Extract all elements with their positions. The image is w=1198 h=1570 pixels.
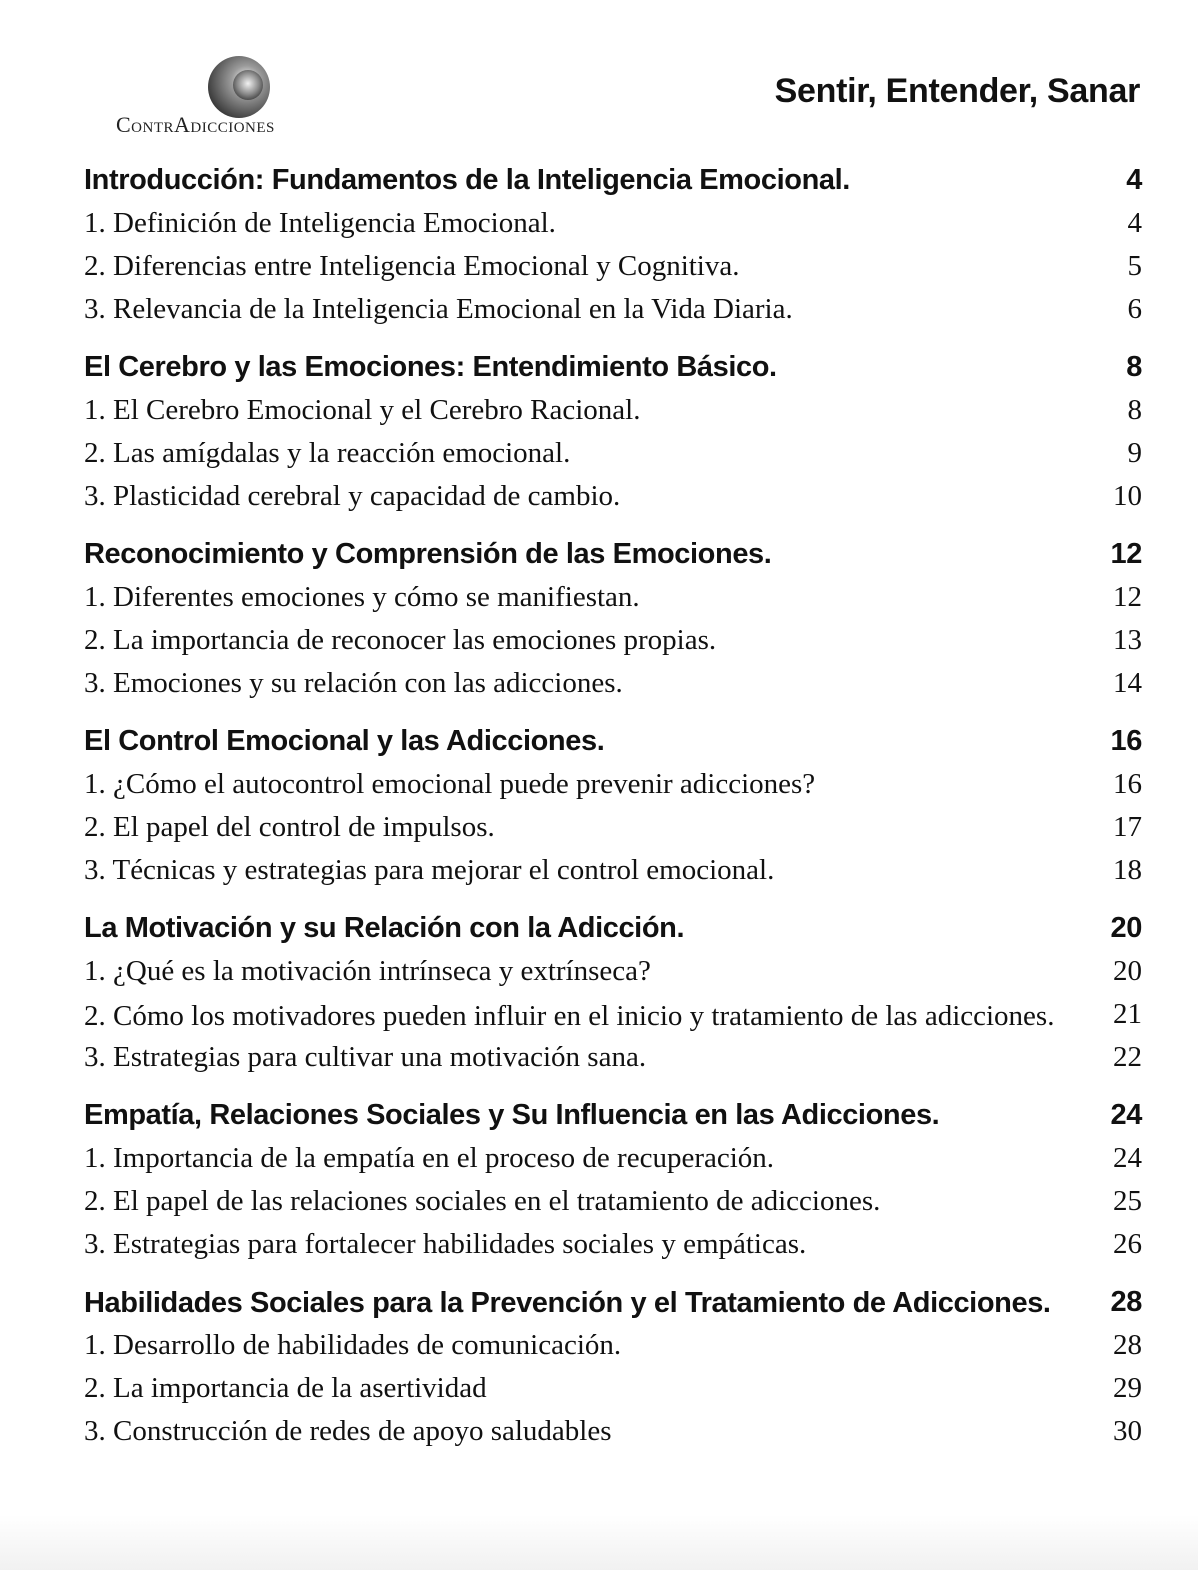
toc-section-heading[interactable] xyxy=(84,719,1142,763)
toc-entry-page: 28 xyxy=(1113,1329,1142,1361)
toc-entry-label: 1. ¿Qué es la motivación intrínseca y extrínseca? xyxy=(84,955,651,987)
toc-entry-page: 12 xyxy=(1113,581,1142,613)
toc-entry[interactable] xyxy=(84,1137,1142,1180)
toc-section-page: 8 xyxy=(1126,351,1142,383)
toc-entry-page: 21 xyxy=(1113,998,1142,1030)
toc-entry-label: 2. La importancia de reconocer las emociones propias. xyxy=(84,624,717,656)
toc-section-title: Introducción: Fundamentos de la Inteligencia Emocional. xyxy=(84,164,850,196)
toc-entry-page: 14 xyxy=(1113,667,1142,699)
toc-entry-label: 1. ¿Cómo el autocontrol emocional puede prevenir adicciones? xyxy=(84,768,816,800)
toc-entry-page: 30 xyxy=(1113,1415,1142,1447)
toc-entry[interactable] xyxy=(84,619,1142,662)
toc-entry-label: 3. Técnicas y estrategias para mejorar el control emocional. xyxy=(84,854,775,886)
toc-entry[interactable] xyxy=(84,432,1142,475)
toc-section-heading[interactable] xyxy=(84,1280,1142,1324)
toc-section-page: 28 xyxy=(1110,1286,1142,1318)
toc-entry[interactable] xyxy=(84,576,1142,619)
toc-entry[interactable] xyxy=(84,202,1142,245)
toc-entry[interactable] xyxy=(84,389,1142,432)
toc-entry[interactable] xyxy=(84,662,1142,705)
toc-section xyxy=(84,719,1142,892)
toc-entry-page: 24 xyxy=(1113,1142,1142,1174)
toc-entry-label: 3. Construcción de redes de apoyo saludables xyxy=(84,1415,612,1447)
table-of-contents xyxy=(84,158,1142,1467)
toc-section-title: Habilidades Sociales para la Prevención y el Tratamiento de Adicciones. xyxy=(84,1287,1051,1319)
toc-section-heading[interactable] xyxy=(84,906,1142,950)
toc-entry[interactable] xyxy=(84,1036,1142,1079)
logo xyxy=(112,54,352,144)
toc-entry[interactable] xyxy=(84,849,1142,892)
toc-section-page: 4 xyxy=(1126,164,1142,196)
toc-entry-label: 3. Plasticidad cerebral y capacidad de cambio. xyxy=(84,480,621,512)
toc-section xyxy=(84,532,1142,705)
toc-entry-page: 4 xyxy=(1127,207,1142,239)
toc-entry-label: 1. Importancia de la empatía en el proceso de recuperación. xyxy=(84,1142,775,1174)
toc-entry[interactable] xyxy=(84,245,1142,288)
toc-entry-label: 2. Diferencias entre Inteligencia Emocional y Cognitiva. xyxy=(84,250,740,282)
toc-entry[interactable] xyxy=(84,288,1142,331)
toc-section-title: Reconocimiento y Comprensión de las Emociones. xyxy=(84,538,772,570)
toc-section-heading[interactable] xyxy=(84,1093,1142,1137)
logo-text: ContrAdicciones xyxy=(116,112,275,137)
toc-entry[interactable] xyxy=(84,475,1142,518)
toc-section-heading[interactable] xyxy=(84,532,1142,576)
toc-entry[interactable] xyxy=(84,1223,1142,1266)
toc-section-heading[interactable] xyxy=(84,158,1142,202)
toc-entry[interactable] xyxy=(84,806,1142,849)
toc-entry-label: 2. Cómo los motivadores pueden influir en el inicio y tratamiento de las adicciones. xyxy=(84,1000,1055,1032)
toc-entry[interactable] xyxy=(84,993,1142,1036)
toc-section-title: Empatía, Relaciones Sociales y Su Influencia en las Adicciones. xyxy=(84,1099,940,1131)
toc-entry-page: 18 xyxy=(1113,854,1142,886)
toc-entry-label: 2. El papel de las relaciones sociales en el tratamiento de adicciones. xyxy=(84,1185,881,1217)
toc-entry[interactable] xyxy=(84,1367,1142,1410)
toc-entry-page: 10 xyxy=(1113,480,1142,512)
toc-entry-label: 2. La importancia de la asertividad xyxy=(84,1372,487,1404)
toc-entry-label: 3. Estrategias para fortalecer habilidades sociales y empáticas. xyxy=(84,1228,807,1260)
toc-entry-page: 16 xyxy=(1113,768,1142,800)
toc-entry-page: 25 xyxy=(1113,1185,1142,1217)
toc-entry[interactable] xyxy=(84,950,1142,993)
toc-entry-label: 1. Definición de Inteligencia Emocional. xyxy=(84,207,556,239)
toc-entry-page: 13 xyxy=(1113,624,1142,656)
toc-entry-page: 6 xyxy=(1127,293,1142,325)
toc-entry-page: 22 xyxy=(1113,1041,1142,1073)
toc-section-title: El Cerebro y las Emociones: Entendimiento Básico. xyxy=(84,351,777,383)
toc-entry-label: 2. El papel del control de impulsos. xyxy=(84,811,495,843)
logo-sphere-icon xyxy=(206,54,276,120)
toc-entry-page: 8 xyxy=(1127,394,1142,426)
toc-section-page: 16 xyxy=(1110,725,1142,757)
toc-section-title: El Control Emocional y las Adicciones. xyxy=(84,725,605,757)
toc-section xyxy=(84,1093,1142,1266)
toc-entry-page: 5 xyxy=(1127,250,1142,282)
toc-entry-label: 1. El Cerebro Emocional y el Cerebro Racional. xyxy=(84,394,641,426)
toc-entry[interactable] xyxy=(84,1324,1142,1367)
toc-entry-page: 9 xyxy=(1127,437,1142,469)
toc-entry[interactable] xyxy=(84,1410,1142,1453)
toc-section-page: 24 xyxy=(1110,1099,1142,1131)
toc-section-page: 20 xyxy=(1110,912,1142,944)
toc-section xyxy=(84,158,1142,331)
toc-entry-page: 20 xyxy=(1113,955,1142,987)
toc-entry-label: 1. Desarrollo de habilidades de comunicación. xyxy=(84,1329,622,1361)
toc-section-title: La Motivación y su Relación con la Adicción. xyxy=(84,912,685,944)
toc-entry-page: 26 xyxy=(1113,1228,1142,1260)
toc-entry-label: 3. Estrategias para cultivar una motivación sana. xyxy=(84,1041,647,1073)
toc-section xyxy=(84,345,1142,518)
toc-section-page: 12 xyxy=(1110,538,1142,570)
toc-entry-page: 29 xyxy=(1113,1372,1142,1404)
toc-entry-label: 1. Diferentes emociones y cómo se manifiestan. xyxy=(84,581,640,613)
toc-entry-page: 17 xyxy=(1113,811,1142,843)
toc-section xyxy=(84,906,1142,1079)
toc-entry[interactable] xyxy=(84,1180,1142,1223)
toc-entry-label: 2. Las amígdalas y la reacción emocional. xyxy=(84,437,571,469)
toc-entry-label: 3. Relevancia de la Inteligencia Emocional en la Vida Diaria. xyxy=(84,293,793,325)
toc-entry[interactable] xyxy=(84,763,1142,806)
toc-section xyxy=(84,1280,1142,1453)
document-title: Sentir, Entender, Sanar xyxy=(774,72,1140,110)
toc-section-heading[interactable] xyxy=(84,345,1142,389)
toc-entry-label: 3. Emociones y su relación con las adicciones. xyxy=(84,667,623,699)
